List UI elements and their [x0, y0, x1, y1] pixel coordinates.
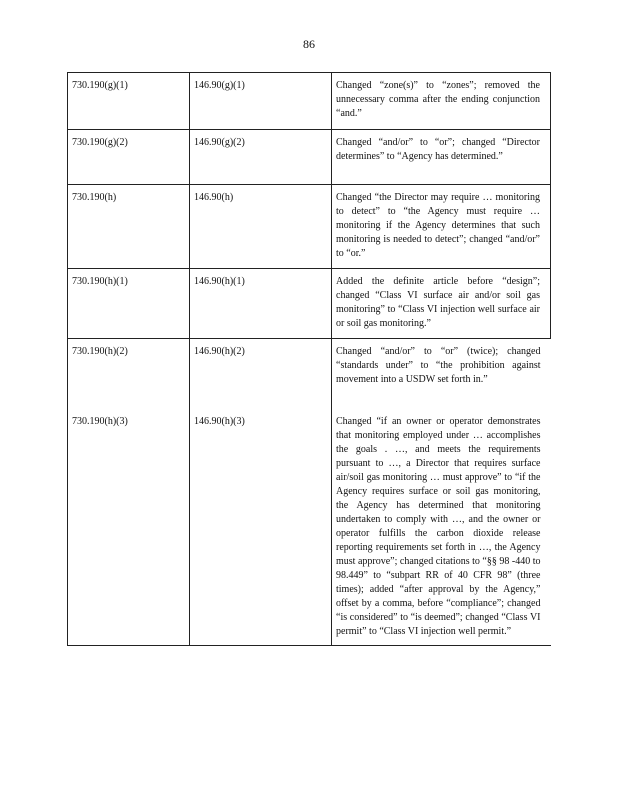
- change-description-cell: Changed “and/or” to “or” (twice); changed “standards under” to “the prohibition against movement into a USDW set forth in.”: [332, 339, 551, 409]
- federal-section-cell: 146.90(h): [190, 185, 332, 269]
- il-section-cell: 730.190(g)(2): [68, 130, 190, 185]
- il-section-cell: 730.190(h)(1): [68, 269, 190, 339]
- federal-section-cell: 146.90(g)(1): [190, 73, 332, 130]
- page-number: 86: [303, 37, 315, 51]
- federal-section-cell: 146.90(h)(1): [190, 269, 332, 339]
- change-description-cell: Changed “if an owner or operator demonstrates that monitoring employed under … accomplishes the goals . …, and meets the requirements pursuant to …, a Director that requires surface air/soil gas monitoring … must approve” to “if the Agency requires surface or soil gas monitoring, the Agency has determined that monitoring undertaken to comply with …, and the owner or operator fulfills the carbon dioxide release reporting requirements set forth in …, the Agency must approve”; changed citations to “§§ 98 -440 to 98.449” to “subpart RR of 40 CFR 98” (three times); added “after approval by the Agency,” offset by a comma, before “compliance”; changed “is considered” to “is deemed”; changed “Class VI permit” to “Class VI injection well permit.”: [332, 409, 551, 646]
- il-section-cell: 730.190(g)(1): [68, 73, 190, 130]
- change-description-cell: Changed “and/or” to “or”; changed “Director determines” to “Agency has determined.”: [332, 130, 551, 185]
- table-row: [68, 409, 551, 646]
- il-section-cell: 730.190(h): [68, 185, 190, 269]
- change-description-cell: Changed “the Director may require … monitoring to detect” to “the Agency must require … monitoring if the Agency determines that such monitoring is needed to detect”; changed “and/or” to “or.”: [332, 185, 551, 269]
- table-row: [68, 130, 551, 185]
- change-description-cell: Added the definite article before “design”; changed “Class VI surface air and/or soil gas monitoring” to “Class VI injection well surface air or soil gas monitoring.”: [332, 269, 551, 339]
- table-row: [68, 185, 551, 269]
- federal-section-cell: 146.90(h)(3): [190, 409, 332, 646]
- amendments-table: [67, 72, 551, 646]
- il-section-cell: 730.190(h)(3): [68, 409, 190, 646]
- change-description-cell: Changed “zone(s)” to “zones”; removed the unnecessary comma after the ending conjunction “and.”: [332, 73, 551, 130]
- il-section-cell: 730.190(h)(2): [68, 339, 190, 409]
- table-row: [68, 73, 551, 130]
- table-row: [68, 269, 551, 339]
- table-row: [68, 339, 551, 409]
- federal-section-cell: 146.90(h)(2): [190, 339, 332, 409]
- federal-section-cell: 146.90(g)(2): [190, 130, 332, 185]
